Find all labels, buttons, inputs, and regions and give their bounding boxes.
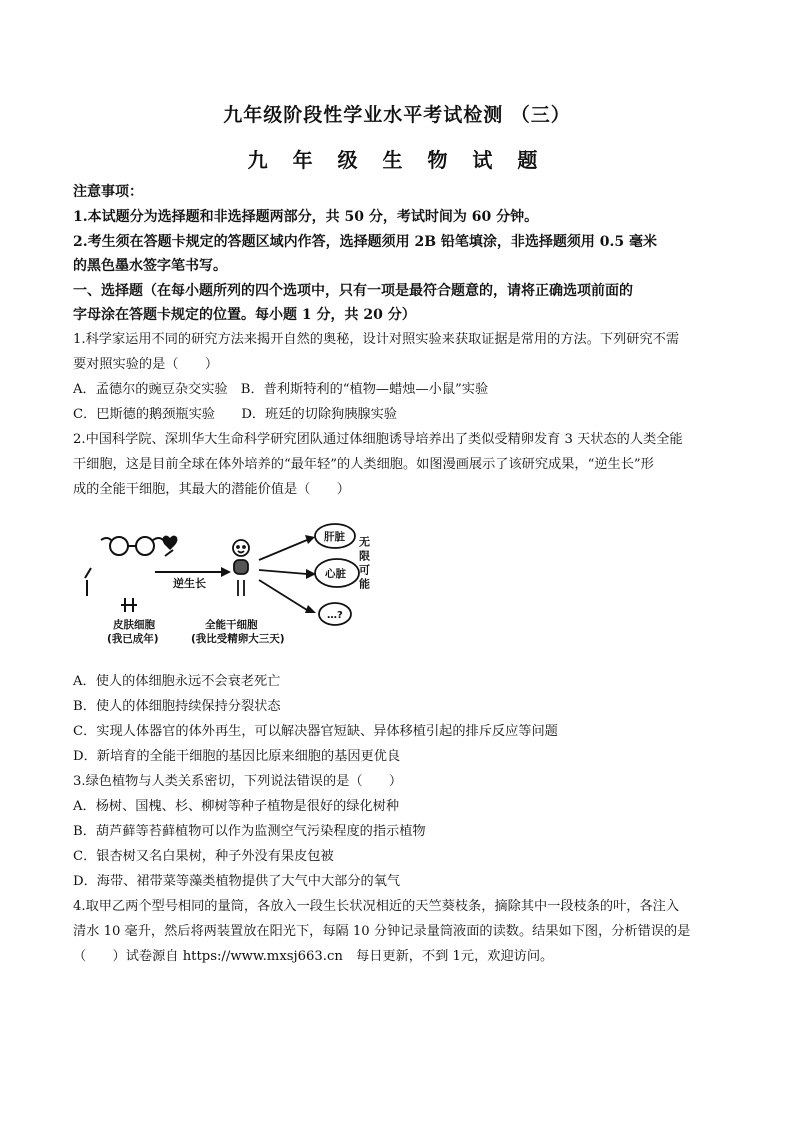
q2-option-c: C．实现人体器官的体外再生，可以解决器官短缺、异体移植引起的排斥反应等问题 xyxy=(73,724,558,739)
q2-option-a: A．使人的体细胞永远不会衰老死亡 xyxy=(73,674,281,689)
skin-cell-label: 皮肤细胞 xyxy=(113,619,155,631)
section-1-heading-line-1: 一、选择题（在每小题所列的四个选项中，只有一项是最符合题意的，请将正确选项前面的 xyxy=(73,283,633,299)
q2-stem-line-1: 2.中国科学院、深圳华大生命科学研究团队通过体细胞诱导培养出了类似受精卵发育 3 天状态的人类全能 xyxy=(73,432,683,447)
q1-stem-line-2: 要对照实验的是（ ） xyxy=(73,357,219,372)
q2-stem-line-2: 干细胞，这是目前全球在体外培养的“最年轻”的人类细胞。如图漫画展示了该研究成果，“逆生长”形 xyxy=(73,457,654,472)
notes-item-1: 1.本试题分为选择题和非选择题两部分，共 50 分，考试时间为 60 分钟。 xyxy=(73,209,539,225)
exam-subtitle: 九 年 级 生 物 试 题 xyxy=(247,148,547,172)
q4-stem-line-1: 4.取甲乙两个型号相同的量筒，各放入一段生长状况相近的天竺葵枝条，摘除其中一段枝条的叶，各注入 xyxy=(73,899,680,914)
q2-stem-line-3: 成的全能干细胞，其最大的潜能价值是（ ） xyxy=(73,482,350,497)
stem-cell-baby-icon xyxy=(233,540,249,596)
q4-stem-line-3: （ ）试卷源自 https://www.mxsj663.cn 每日更新，不到 1元，欢迎访问。 xyxy=(73,949,554,964)
adult-face-icon xyxy=(85,537,173,612)
liver-label: 肝脏 xyxy=(324,531,345,543)
q4-stem-line-2: 清水 10 毫升，然后将两装置放在阳光下，每隔 10 分钟记录量筒液面的读数。结果如下图，分析错误的是 xyxy=(73,924,691,939)
unlimited-possibility-label: 无限可能 xyxy=(357,536,371,592)
q2-option-d: D．新培育的全能干细胞的基因比原来细胞的基因更优良 xyxy=(73,749,401,764)
section-1-heading-line-2: 字母涂在答题卡规定的位置。每小题 1 分，共 20 分） xyxy=(73,307,416,323)
stem-cell-cartoon-figure xyxy=(73,516,383,652)
exam-title: 九年级阶段性学业水平考试检测 （三） xyxy=(223,104,571,126)
q1-options-cd: C．巴斯德的鹅颈瓶实验 D．班廷的切除狗胰腺实验 xyxy=(73,407,397,422)
notes-item-2-line-1: 2.考生须在答题卡规定的答题区域内作答，选择题须用 2B 铅笔填涂，非选择题须用 0.5 毫米 xyxy=(73,234,658,250)
notes-item-2-line-2: 的黑色墨水签字笔书写。 xyxy=(73,258,227,274)
skin-cell-sublabel: (我已成年) xyxy=(107,633,159,645)
notes-heading: 注意事项： xyxy=(73,184,143,200)
potential-arrows xyxy=(259,540,307,610)
q3-option-a: A．杨树、国槐、杉、柳树等种子植物是很好的绿化树种 xyxy=(73,799,400,814)
heart-icon xyxy=(163,536,178,550)
q1-options-ab: A．孟德尔的豌豆杂交实验 B．普利斯特利的“植物—蜡烛—小鼠”实验 xyxy=(73,382,489,397)
q3-option-c: C．银杏树又名白果树，种子外没有果皮包被 xyxy=(73,849,334,864)
heart-organ-label: 心脏 xyxy=(325,568,346,580)
unknown-label: …? xyxy=(327,610,343,621)
q3-option-d: D．海带、裙带菜等藻类植物提供了大气中大部分的氧气 xyxy=(73,874,401,889)
q2-option-b: B．使人的体细胞持续保持分裂状态 xyxy=(73,699,281,714)
q3-option-b: B．葫芦藓等苔藓植物可以作为监测空气污染程度的指示植物 xyxy=(73,824,426,839)
stem-cell-label: 全能干细胞 xyxy=(205,619,258,631)
stem-cell-sublabel: (我比受精卵大三天) xyxy=(191,633,285,645)
q1-stem-line-1: 1.科学家运用不同的研究方法来揭开自然的奥秘，设计对照实验来获取证据是常用的方法。下列研究不需 xyxy=(73,332,680,347)
arrow-label: 逆生长 xyxy=(173,577,206,590)
q3-stem: 3.绿色植物与人类关系密切，下列说法错误的是（ ） xyxy=(73,774,403,789)
